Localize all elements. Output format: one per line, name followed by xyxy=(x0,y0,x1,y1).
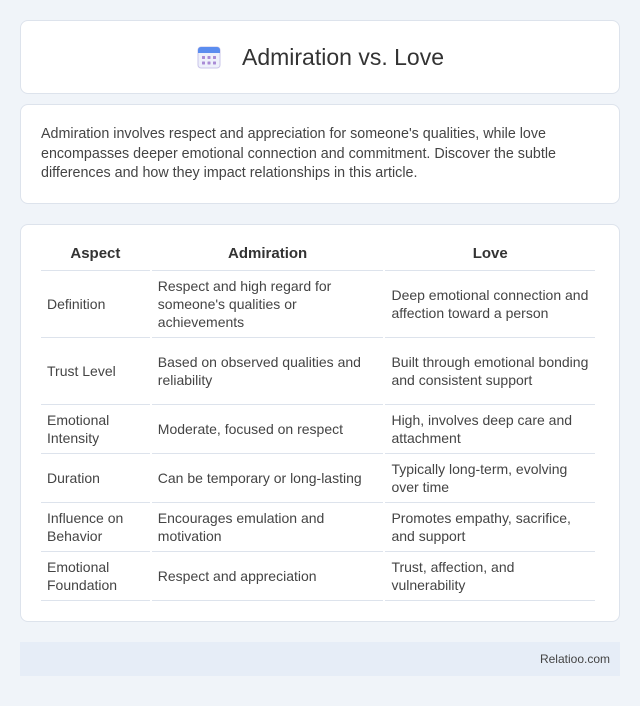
cell-love: Trust, affection, and vulnerability xyxy=(385,552,595,601)
cell-aspect: Duration xyxy=(41,454,150,503)
cell-love: High, involves deep care and attachment xyxy=(385,405,595,454)
cell-aspect: Definition xyxy=(41,271,150,338)
cell-love: Promotes empathy, sacrifice, and support xyxy=(385,503,595,552)
cell-love: Deep emotional connection and affection toward a person xyxy=(385,271,595,338)
cell-admiration: Can be temporary or long-lasting xyxy=(152,454,384,503)
cell-love: Typically long-term, evolving over time xyxy=(385,454,595,503)
footer xyxy=(20,642,620,676)
cell-admiration: Respect and high regard for someone's qualities or achievements xyxy=(152,271,384,338)
comparison-table xyxy=(39,245,597,601)
table-row xyxy=(41,271,595,338)
column-header-admiration: Admiration xyxy=(152,245,384,271)
cell-admiration: Based on observed qualities and reliability xyxy=(152,338,384,405)
table-row xyxy=(41,552,595,601)
comparison-table-card xyxy=(20,224,620,622)
column-header-aspect: Aspect xyxy=(41,245,150,271)
cell-aspect: Emotional Intensity xyxy=(41,405,150,454)
column-header-love: Love xyxy=(385,245,595,271)
cell-love: Built through emotional bonding and consistent support xyxy=(385,338,595,405)
cell-aspect: Trust Level xyxy=(41,338,150,405)
page-title: Admiration vs. Love xyxy=(242,43,444,70)
table-row xyxy=(41,405,595,454)
cell-aspect: Influence on Behavior xyxy=(41,503,150,552)
cell-admiration: Respect and appreciation xyxy=(152,552,384,601)
cell-admiration: Moderate, focused on respect xyxy=(152,405,384,454)
intro-text: Admiration involves respect and appreciation for someone's qualities, while love encompasses deeper emotional connection and commitment. Discover the subtle differences and how they impact relationships in this article. xyxy=(41,126,556,181)
table-row xyxy=(41,454,595,503)
table-header-row xyxy=(41,245,595,271)
footer-site-link[interactable]: Relatioo.com xyxy=(539,652,610,666)
cell-aspect: Emotional Foundation xyxy=(41,552,150,601)
calendar-icon xyxy=(196,44,222,70)
header-card xyxy=(20,20,620,94)
cell-admiration: Encourages emulation and motivation xyxy=(152,503,384,552)
table-row xyxy=(41,338,595,405)
table-row xyxy=(41,503,595,552)
intro-card xyxy=(20,104,620,204)
